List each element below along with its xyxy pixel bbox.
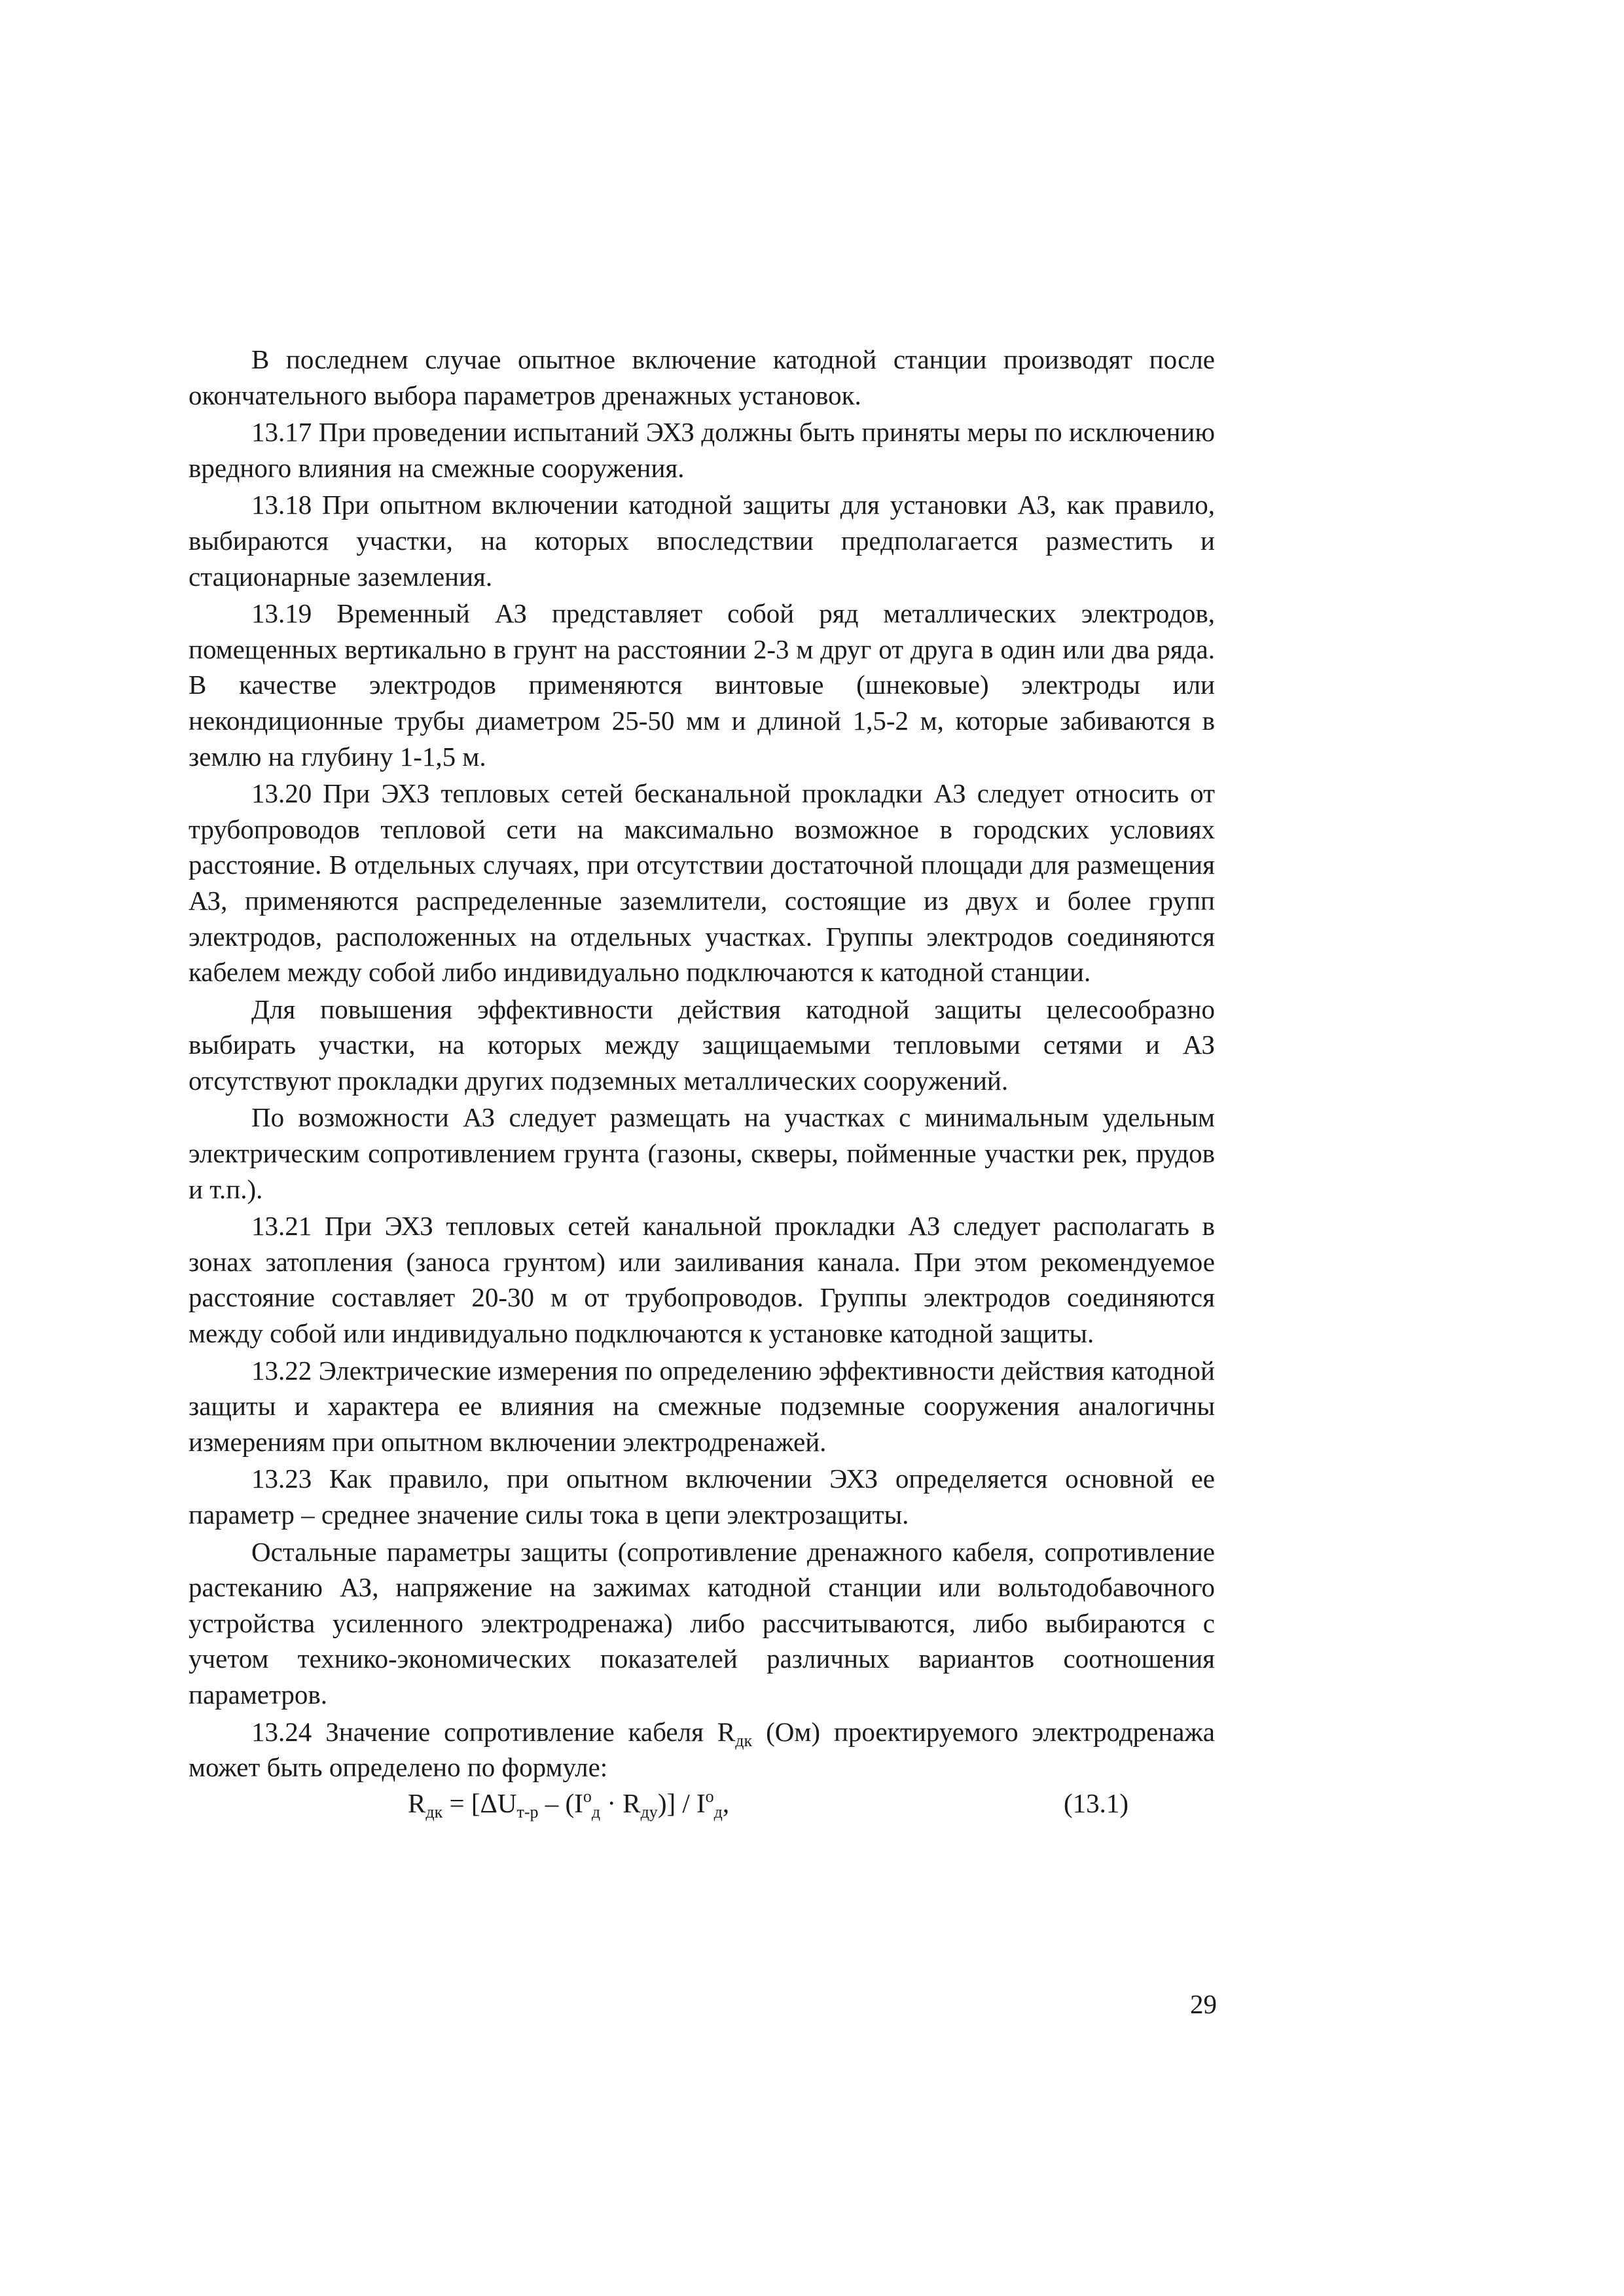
paragraph-text: 13.24 Значение сопротивление кабеля R bbox=[251, 1716, 736, 1747]
paragraph: Остальные параметры защиты (сопротивление дренажного кабеля, сопротивление растеканию АЗ, напряжение на зажимах катодной станции или вольтодобавочного устройства усиленного электродренажа) либо рассчитываются, либо выбираются с учетом технико-экономических показателей различных вариантов соотношения параметров. bbox=[189, 1536, 1215, 1710]
formula-superscript: o bbox=[705, 1786, 714, 1806]
paragraph-13-19: 13.19 Временный АЗ представляет собой ряд металлических электродов, помещенных вертикально в грунт на расстоянии 2-3 м друг от друга в один или два ряда. В качестве электродов применяются винтовые (шнековые) электроды или некондиционные трубы диаметром 25-50 мм и длиной 1,5-2 м, которые забиваются в землю на глубину 1-1,5 м. bbox=[189, 598, 1215, 772]
formula-symbol: · R bbox=[600, 1787, 641, 1818]
paragraph: Для повышения эффективности действия катодной защиты целесообразно выбирать участки, на которых между защищаемыми тепловыми сетями и АЗ отсутствуют прокладки других подземных металлических сооружений. bbox=[189, 994, 1215, 1096]
paragraph-13-17: 13.17 При проведении испытаний ЭХЗ должны быть приняты меры по исключению вредного влияния на смежные сооружения. bbox=[189, 417, 1215, 483]
paragraph: По возможности АЗ следует размещать на участках с минимальным удельным электрическим сопротивлением грунта (газоны, скверы, пойменные участки рек, прудов и т.п.). bbox=[189, 1102, 1215, 1204]
paragraph-text: (Ом) проектируемого электродренажа может быть определено по формуле: bbox=[189, 1716, 1215, 1783]
body-text bbox=[189, 342, 1215, 1822]
paragraph-13-24 bbox=[189, 1714, 1215, 1785]
formula-symbol: )] / I bbox=[657, 1787, 706, 1818]
formula-subscript: дк bbox=[425, 1802, 443, 1821]
formula-13-1 bbox=[408, 1785, 729, 1821]
formula-symbol: , bbox=[722, 1787, 730, 1818]
formula-superscript: o bbox=[583, 1786, 592, 1806]
page-number: 29 bbox=[1190, 1989, 1217, 2019]
formula-subscript: ду bbox=[640, 1802, 658, 1821]
formula-subscript: д bbox=[713, 1802, 723, 1821]
paragraph-13-23: 13.23 Как правило, при опытном включении ЭХЗ определяется основной ее параметр – среднее значение силы тока в цепи электрозащиты. bbox=[189, 1463, 1215, 1530]
formula-symbol: = [ΔU bbox=[442, 1787, 517, 1818]
formula-subscript: т-р bbox=[516, 1802, 539, 1821]
subscript: дк bbox=[735, 1731, 753, 1750]
formula-subscript: д bbox=[591, 1802, 601, 1821]
paragraph: В последнем случае опытное включение катодной станции производят после окончательного выбора параметров дренажных установок. bbox=[189, 344, 1215, 410]
paragraph-13-21: 13.21 При ЭХЗ тепловых сетей канальной прокладки АЗ следует располагать в зонах затопления (заноса грунтом) или заиливания канала. При этом рекомендуемое расстояние составляет 20-30 м от трубопроводов. Группы электродов соединяются между собой или индивидуально подключаются к установке катодной защиты. bbox=[189, 1211, 1215, 1349]
formula-number: (13.1) bbox=[1063, 1787, 1128, 1818]
paragraph-13-20: 13.20 При ЭХЗ тепловых сетей бесканальной прокладки АЗ следует относить от трубопроводов тепловой сети на максимально возможное в городских условиях расстояние. В отдельных случаях, при отсутствии достаточной площади для размещения АЗ, применяются распределенные заземлители, состоящие из двух и более групп электродов, расположенных на отдельных участках. Группы электродов соединяются кабелем между собой либо индивидуально подключаются к катодной станции. bbox=[189, 778, 1215, 988]
formula-symbol: – (I bbox=[538, 1787, 583, 1818]
paragraph-13-22: 13.22 Электрические измерения по определению эффективности действия катодной защиты и характера ее влияния на смежные подземные сооружения аналогичны измерениям при опытном включении электродренажей. bbox=[189, 1355, 1215, 1457]
formula-symbol: R bbox=[408, 1787, 426, 1818]
formula-line bbox=[189, 1785, 1215, 1822]
paragraph-13-18: 13.18 При опытном включении катодной защиты для установки АЗ, как правило, выбираются участки, на которых впоследствии предполагается разместить и стационарные заземления. bbox=[189, 490, 1215, 592]
